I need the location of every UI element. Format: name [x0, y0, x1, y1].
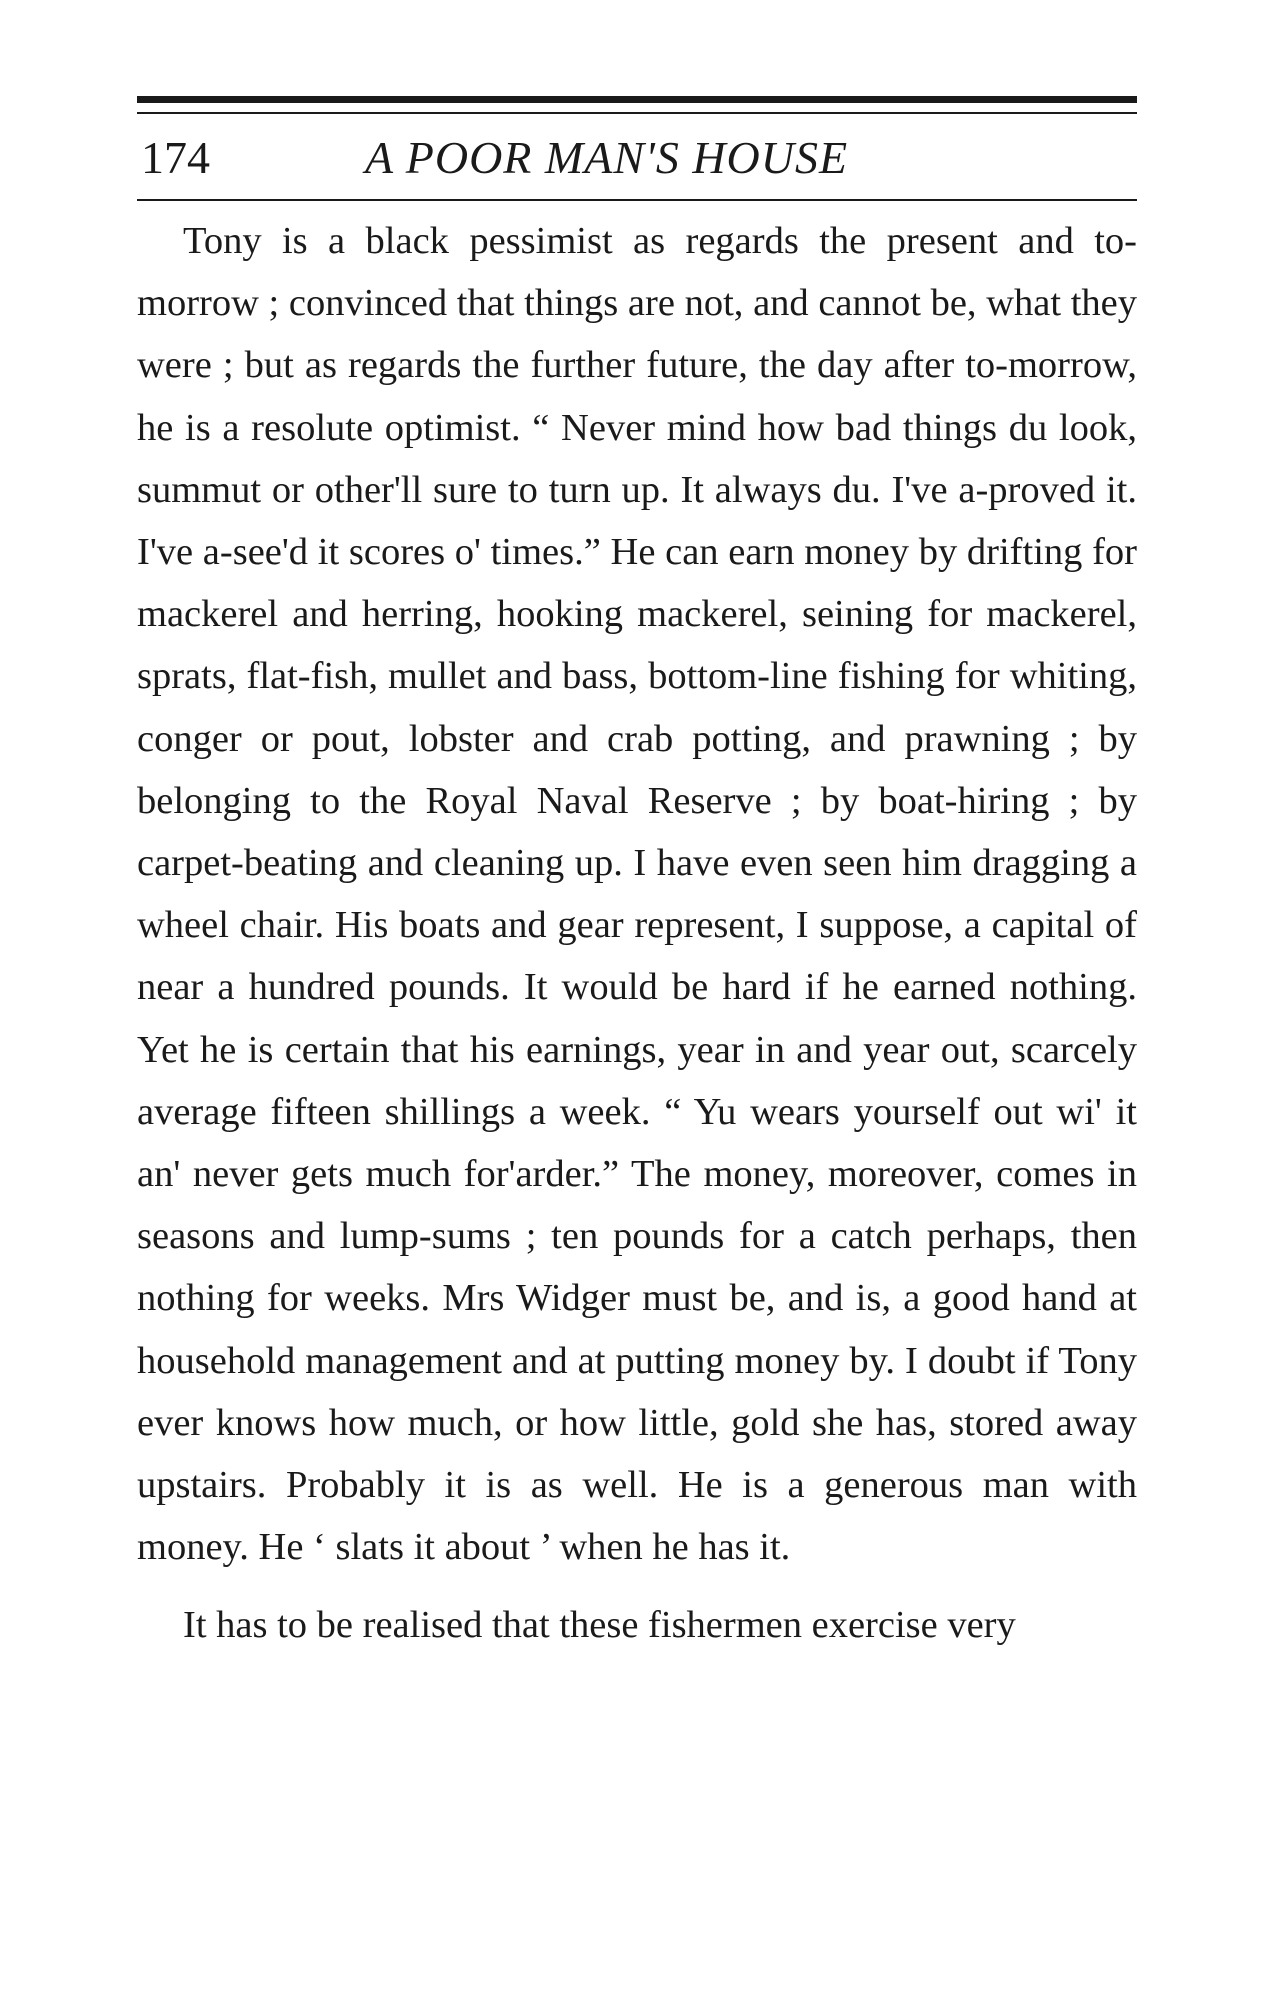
- header-rule-thick: [137, 96, 1137, 103]
- header-rule-bottom: [137, 199, 1137, 201]
- page-number: 174: [141, 132, 210, 183]
- header-rule-thin: [137, 112, 1137, 114]
- page-header: [137, 130, 1137, 186]
- paragraph: Tony is a black pessimist as regards the present and to-morrow ; convinced that things are not, and cannot be, what they were ; but as regards the further future, the day after to-morrow, he is a resolute optimist. “ Never mind how bad things du look, summut or other'll sure to turn up. It always du. I've a-proved it. I've a-see'd it scores o' times.” He can earn money by drifting for mackerel and herring, hooking mackerel, seining for mackerel, sprats, flat-fish, mullet and bass, bottom-line fishing for whiting, conger or pout, lobster and crab potting, and prawning ; by belonging to the Royal Naval Reserve ; by boat-hiring ; by carpet-beating and cleaning up. I have even seen him dragging a wheel chair. His boats and gear represent, I suppose, a capital of near a hundred pounds. It would be hard if he earned nothing. Yet he is certain that his earnings, year in and year out, scarcely average fifteen shillings a week. “ Yu wears yourself out wi' it an' never gets much for'arder.” The money, moreover, comes in seasons and lump-sums ; ten pounds for a catch perhaps, then nothing for weeks. Mrs Widger must be, and is, a good hand at household management and at putting money by. I doubt if Tony ever knows how much, or how little, gold she has, stored away upstairs. Probably it is as well. He is a generous man with money. He ‘ slats it about ’ when he has it.: [137, 220, 1137, 1569]
- running-title: A POOR MAN'S HOUSE: [365, 132, 849, 183]
- paragraph: It has to be realised that these fishermen exercise very: [183, 1604, 1016, 1647]
- body-text: [137, 210, 1137, 1657]
